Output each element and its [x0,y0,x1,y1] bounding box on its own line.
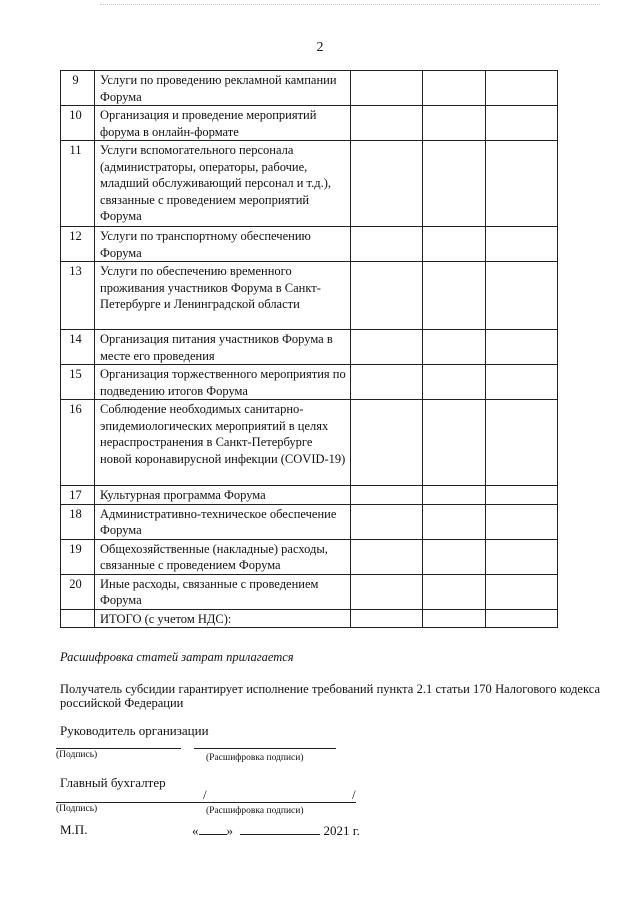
slash-separator: / [203,787,207,802]
amount-cell [486,504,558,539]
date-open-quote: « [192,823,199,838]
accountant-decode-caption: (Расшифровка подписи) [206,806,304,816]
cost-item: Культурная программа Форума [95,486,351,505]
cost-item: Организация и проведение мероприятий форума в онлайн-формате [95,106,351,141]
table-row [61,330,558,365]
row-number: 16 [61,400,95,486]
amount-cell [351,227,423,262]
cost-item: Общехозяйственные (накладные) расходы, связанные с проведением Форума [95,539,351,574]
cost-item: Организация питания участников Форума в месте его проведения [95,330,351,365]
total-amount-cell [486,609,558,628]
row-number: 14 [61,330,95,365]
table-row [61,539,558,574]
amount-cell [351,400,423,486]
amount-cell [486,227,558,262]
row-number: 10 [61,106,95,141]
amount-cell [486,486,558,505]
amount-cell [351,141,423,227]
amount-cell [423,539,486,574]
amount-cell [423,141,486,227]
amount-cell [486,262,558,330]
table-row [61,504,558,539]
amount-cell [351,330,423,365]
cost-item: Организация торжественного мероприятия по подведению итогов Форума [95,365,351,400]
row-number: 15 [61,365,95,400]
amount-cell [423,574,486,609]
guarantee-statement: Получатель субсидии гарантирует исполнение требований пункта 2.1 статьи 170 Налогового кодекса российской Федерации [60,682,600,710]
cost-item: Услуги по транспортному обеспечению Форума [95,227,351,262]
accountant-label: Главный бухгалтер [60,775,166,790]
slash-separator-end: / [352,787,356,802]
stamp-place: М.П. [60,822,88,837]
amount-cell [423,504,486,539]
cost-item: Иные расходы, связанные с проведением Форума [95,574,351,609]
row-number: 12 [61,227,95,262]
row-number: 17 [61,486,95,505]
table-row [61,106,558,141]
row-number: 13 [61,262,95,330]
table-row [61,574,558,609]
day-blank [199,822,227,835]
accountant-signature-caption: (Подпись) [56,804,98,814]
amount-cell [486,106,558,141]
amount-cell [486,365,558,400]
page-number: 2 [316,40,324,55]
amount-cell [423,106,486,141]
head-decode-line [194,748,336,749]
amount-cell [351,486,423,505]
amount-cell [423,71,486,106]
amount-cell [486,574,558,609]
amount-cell [486,539,558,574]
row-number: 19 [61,539,95,574]
amount-cell [351,365,423,400]
table-row [61,400,558,486]
head-decode-caption: (Расшифровка подписи) [206,753,304,763]
amount-cell [351,504,423,539]
table-row [61,262,558,330]
date-close-quote: » [226,823,233,838]
breakdown-note: Расшифровка статей затрат прилагается [60,650,294,664]
head-signature-line [56,748,181,749]
amount-cell [351,539,423,574]
total-label: ИТОГО (с учетом НДС): [95,609,351,628]
table-row [61,486,558,505]
cost-item: Услуги по обеспечению временного проживания участников Форума в Санкт-Петербурге и Ленинградской области [95,262,351,330]
head-label: Руководитель организации [60,723,209,738]
amount-cell [351,574,423,609]
amount-cell [423,227,486,262]
amount-cell [486,141,558,227]
total-number-cell [61,609,95,628]
amount-cell [423,400,486,486]
amount-cell [423,262,486,330]
amount-cell [486,400,558,486]
table-row [61,141,558,227]
table-row [61,71,558,106]
cost-item: Соблюдение необходимых санитарно-эпидемиологических мероприятий в целях нераспространения в Санкт-Петербурге новой коронавирусной инфекции (COVID-19) [95,400,351,486]
cost-item: Услуги по проведению рекламной кампании Форума [95,71,351,106]
scan-artifact-dots [100,4,600,7]
amount-cell [423,330,486,365]
row-number: 18 [61,504,95,539]
year-text: 2021 г. [323,823,360,838]
cost-table [60,70,558,628]
date-line [192,822,360,839]
table-row [61,227,558,262]
amount-cell [351,106,423,141]
amount-cell [486,71,558,106]
row-number: 20 [61,574,95,609]
row-number: 9 [61,71,95,106]
amount-cell [351,71,423,106]
row-number: 11 [61,141,95,227]
cost-item: Услуги вспомогательного персонала (администраторы, операторы, рабочие, младший обслуживающий персонал и т.д.), связанные с проведением мероприятий Форума [95,141,351,227]
amount-cell [423,365,486,400]
total-amount-cell [351,609,423,628]
total-amount-cell [423,609,486,628]
cost-item: Административно-техническое обеспечение Форума [95,504,351,539]
amount-cell [423,486,486,505]
amount-cell [486,330,558,365]
table-row [61,365,558,400]
month-blank [240,822,320,835]
head-signature-caption: (Подпись) [56,750,98,760]
amount-cell [351,262,423,330]
total-row [61,609,558,628]
